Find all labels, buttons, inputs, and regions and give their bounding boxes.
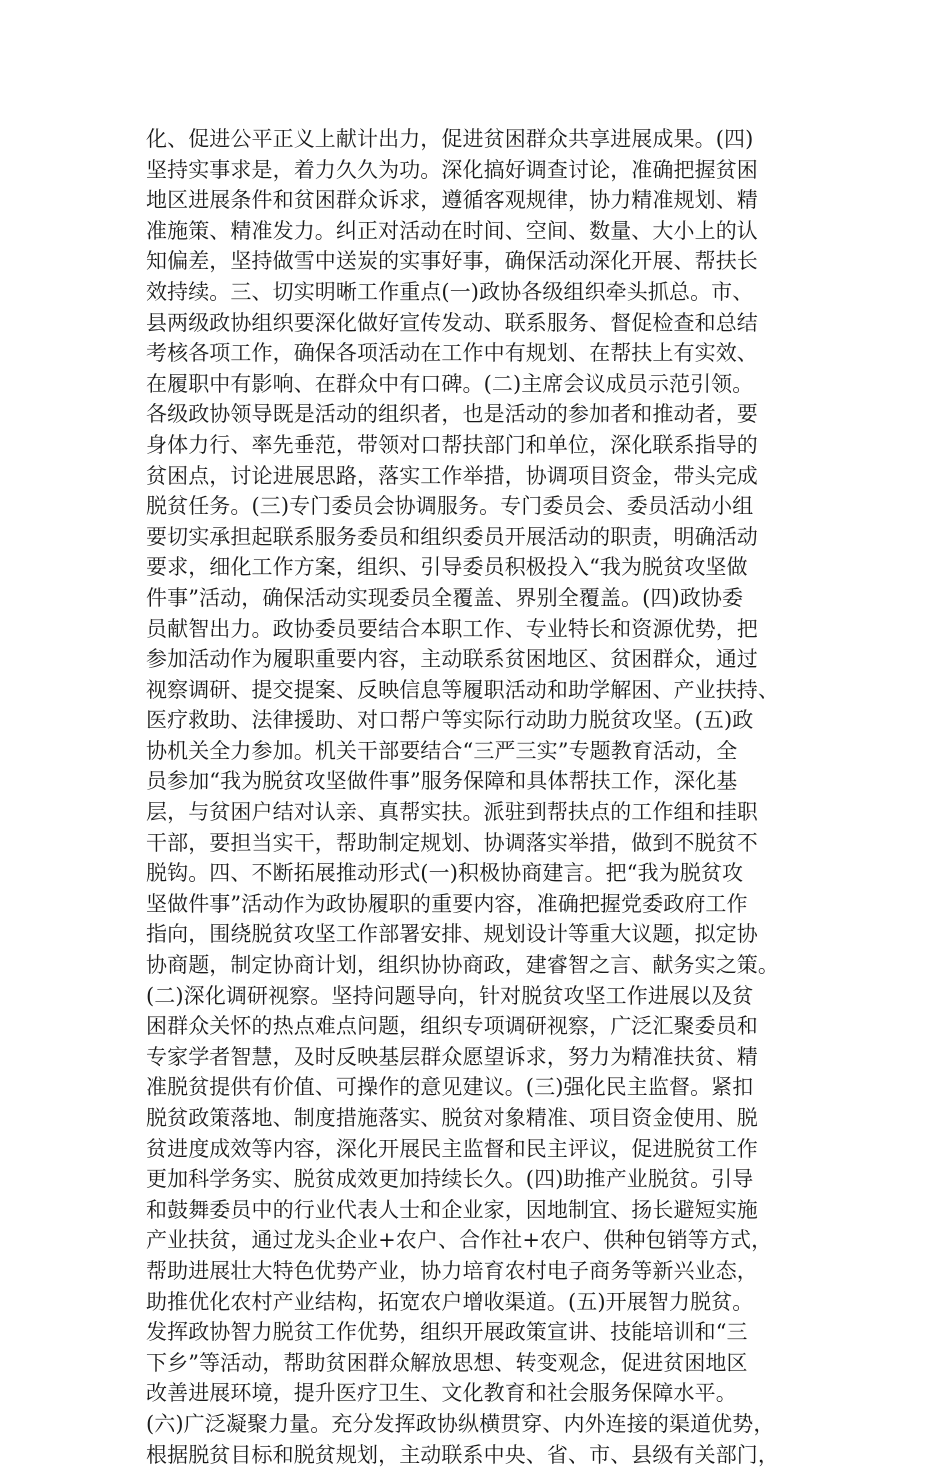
text-line: 根据脱贫目标和脱贫规划，主动联系中央、省、市、县级有关部门， [146,1442,779,1467]
text-line: 发挥政协智力脱贫工作优势，组织开展政策宣讲、技能培训和“三 [146,1320,748,1345]
text-line: 改善进展环境，提升医疗卫生、文化教育和社会服务保障水平。 [146,1381,737,1406]
text-line: 化、促进公平正义上献计出力，促进贫困群众共享进展成果。(四) [146,127,754,151]
text-line: 协商题，制定协商计划，组织协协商政，建睿智之言、献务实之策。 [146,953,779,978]
text-line: 效持续。三、切实明晰工作重点(一)政协各级组织牵头抓总。市、 [146,279,754,304]
text-line: 脱贫政策落地、制度措施落实、脱贫对象精准、项目资金使用、脱 [146,1106,758,1130]
text-line: 准脱贫提供有价值、可操作的意见建议。(三)强化民主监督。紧扣 [146,1075,754,1100]
text-line: 各级政协领导既是活动的组织者，也是活动的参加者和推动者，要 [146,402,758,427]
text-line: 和鼓舞委员中的行业代表人士和企业家，因地制宜、扬长避短实施 [146,1197,758,1222]
text-line: 知偏差，坚持做雪中送炭的实事好事，确保活动深化开展、帮扶长 [146,249,758,274]
text-line: 员参加“我为脱贫攻坚做件事”服务保障和具体帮扶工作，深化基 [146,769,738,794]
text-line: 层，与贫困户结对认亲、真帮实扶。派驻到帮扶点的工作组和挂职 [146,800,758,825]
text-line: 协机关全力参加。机关干部要结合“三严三实”专题教育活动，全 [146,738,738,763]
text-line: 贫困点，讨论进展思路，落实工作举措，协调项目资金，带头完成 [146,463,758,488]
text-line: 下乡”等活动，帮助贫困群众解放思想、转变观念，促进贫困地区 [146,1350,748,1375]
text-line: 视察调研、提交提案、反映信息等履职活动和助学解困、产业扶持、 [146,677,779,702]
text-line: 员献智出力。政协委员要结合本职工作、专业特长和资源优势，把 [146,616,758,641]
text-line: 准施策、精准发力。纠正对活动在时间、空间、数量、大小上的认 [146,218,758,243]
text-line: 身体力行、率先垂范，带领对口帮扶部门和单位，深化联系指导的 [146,432,758,457]
text-line: 脱钩。四、不断拓展推动形式(一)积极协商建言。把“我为脱贫攻 [146,861,744,886]
text-line: 指向，围绕脱贫攻坚工作部署安排、规划设计等重大议题，拟定协 [146,922,758,947]
text-line: 更加科学务实、脱贫成效更加持续长久。(四)助推产业脱贫。引导 [146,1167,754,1192]
text-line: 坚做件事”活动作为政协履职的重要内容，准确把握党委政府工作 [146,891,748,916]
body-text [146,124,826,1470]
text-line: 件事”活动，确保活动实现委员全覆盖、界别全覆盖。(四)政协委 [146,585,744,610]
text-line: 要切实承担起联系服务委员和组织委员开展活动的职责，明确活动 [146,524,758,549]
text-line: 困群众关怀的热点难点问题，组织专项调研视察，广泛汇聚委员和 [146,1014,758,1039]
text-line: 助推优化农村产业结构，拓宽农户增收渠道。(五)开展智力脱贫。 [146,1289,754,1314]
text-line: 要求，细化工作方案，组织、引导委员积极投入“我为脱贫攻坚做 [146,555,748,580]
text-line: 干部，要担当实干，帮助制定规划、协调落实举措，做到不脱贫不 [146,830,758,855]
text-line: (六)广泛凝聚力量。充分发挥政协纵横贯穿、内外连接的渠道优势， [146,1411,775,1436]
text-line: 脱贫任务。(三)专门委员会协调服务。专门委员会、委员活动小组 [146,494,754,519]
text-line: 考核各项工作，确保各项活动在工作中有规划、在帮扶上有实效、 [146,341,758,366]
text-line: 在履职中有影响、在群众中有口碑。(二)主席会议成员示范引领。 [146,371,754,396]
text-line: (二)深化调研视察。坚持问题导向，针对脱贫攻坚工作进展以及贫 [146,983,754,1008]
text-line: 帮助进展壮大特色优势产业，协力培育农村电子商务等新兴业态， [146,1258,758,1283]
text-line: 县两级政协组织要深化做好宣传发动、联系服务、督促检查和总结 [146,310,758,335]
text-line: 医疗救助、法律援助、对口帮户等实际行动助力脱贫攻坚。(五)政 [146,708,754,733]
text-line: 专家学者智慧，及时反映基层群众愿望诉求，努力为精准扶贫、精 [146,1044,758,1069]
text-line: 参加活动作为履职重要内容，主动联系贫困地区、贫困群众，通过 [146,647,758,672]
text-line: 产业扶贫，通过龙头企业+农户、合作社+农户、供种包销等方式， [146,1228,773,1253]
text-line: 坚持实事求是，着力久久为功。深化搞好调查讨论，准确把握贫困 [146,157,758,182]
text-line: 贫进度成效等内容，深化开展民主监督和民主评议，促进脱贫工作 [146,1136,758,1161]
text-line: 地区进展条件和贫困群众诉求，遵循客观规律，协力精准规划、精 [146,188,758,213]
